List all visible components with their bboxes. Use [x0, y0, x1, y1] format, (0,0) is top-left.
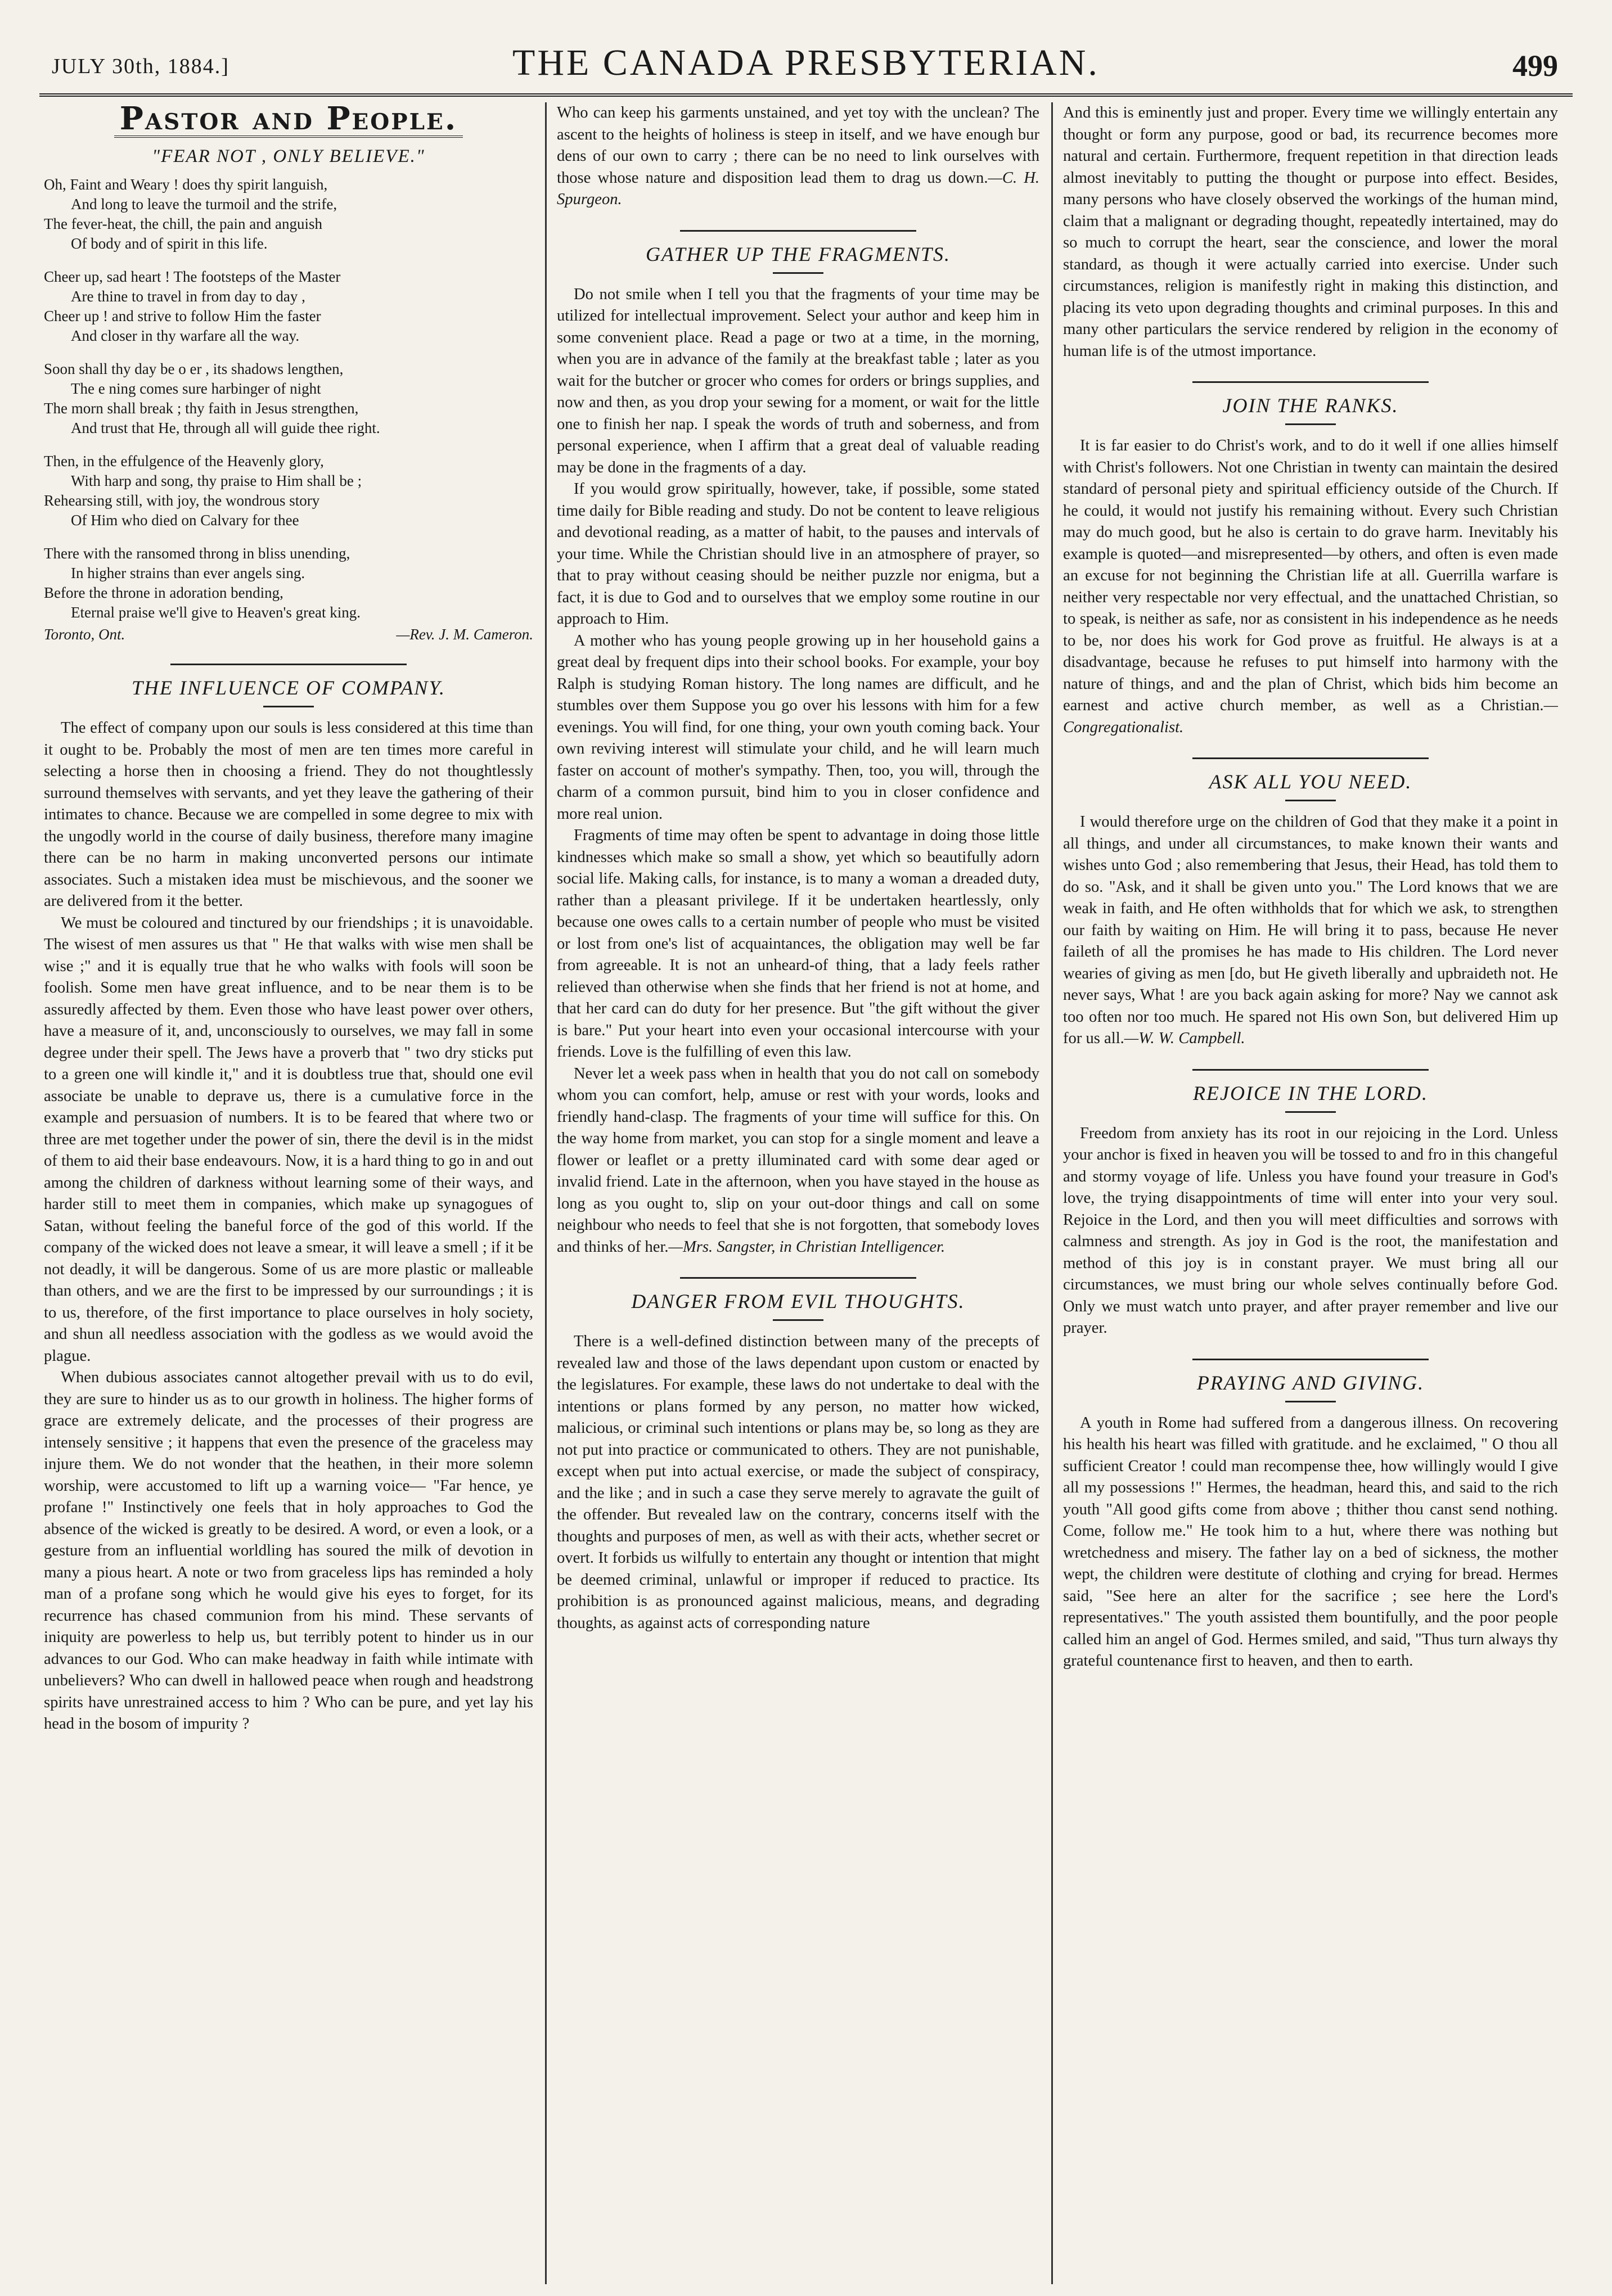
- poem-line: And long to leave the turmoil and the strife,: [71, 196, 337, 213]
- article-paragraph: A mother who has young people growing up in her household gains a great deal by frequent dips into their school books. For example, your boy Ralph is studying Roman history. The long names are difficult, and he stumbles over them Suppose you go over his lessons with him for a few evenings. You will find, for one thing, your own youth coming back. Your own reviving interest will stimulate your child, and he will learn much faster on account of mother's sympathy. Then, too, you will, through the charm of a common pursuit, bind him to you in closer confidence and more real union.: [557, 631, 1039, 823]
- poem-line: With harp and song, thy praise to Him shall be ;: [71, 472, 362, 489]
- article-paragraph: There is a well-defined distinction between many of the precepts of revealed law and those of the laws dependant upon custom or enacted by the legislatures. For example, these laws do not undertake to deal with the intentions or plans formed by any person, no matter how wicked, malicious, or criminal such intentions or plans may be, so long as they are not put into practice or communicated to others. They are not punishable, except when put into actual exercise, or made the subject of conspiracy, and the like ; and in such a case they serve merely to agravate the guilt of the offender. But revealed law on the contrary, concerns itself with the thoughts and purposes of men, as well as with their acts, whether secret or overt. It forbids us wilfully to entertain any thought or intention that might be deemed criminal, unlawful or improper if reduced to practice. Its prohibition is as pronounced against malicious, means, and degrading thoughts, as against acts of corresponding nature: [557, 1333, 1039, 1632]
- byline-place: Toronto, Ont.: [44, 626, 125, 643]
- poem-line: Cheer up, sad heart ! The footsteps of the Master: [44, 268, 341, 285]
- poem-line: Soon shall thy day be o er , its shadows lengthen,: [44, 360, 344, 377]
- article-title: JOIN THE RANKS.: [1063, 381, 1558, 425]
- article-citation: —C. H. Spurgeon.: [557, 169, 1039, 208]
- poem-line: Before the throne in adoration bending,: [44, 584, 283, 601]
- article-continuation: [557, 102, 1039, 211]
- article-paragraph: Do not smile when I tell you that the fragments of your time may be utilized for intellectual improvement. Select your author and keep him in some convenient place. Read a page or two at a time, in the morning, when you are in advance of the family at the breakfast table ; later as you wait for the butcher or grocer who comes for orders or brings supplies, and now and then, as you drop your sewing for a moment, or wait for the little one to finish her nap. I speak the words of truth and soberness, and from personal experience, when I affirm that a great deal of valuable reading may be done in the fragments of a day.: [557, 285, 1039, 476]
- article-citation: —Congregationalist.: [1063, 697, 1558, 736]
- article-title: THE INFLUENCE OF COMPANY.: [44, 664, 533, 707]
- poem-line: The e ning comes sure harbinger of night: [71, 380, 321, 397]
- article-paragraph: We must be coloured and tinctured by our friendships ; it is unavoidable. The wisest of men assures us that " He that walks with wise men shall be wise ;" and it is equally true that he who walks with fools will soon be foolish. Some men have great influence, and to be near them is to be assuredly affected by them. Even those who have least power over others, have a measure of it, and, unconsciously to ourselves, we may fall in some degree under their spell. The Jews have a proverb that " two dry sticks put to a green one will kindle it," and it is doubtless true that, should one evil associate be unable to deprave us, there is a cumulative force in the example and persuasion of numbers. It is to be feared that where two or three are met together under the power of sin, there the devil is in the midst of them to aid their base endeavours. Now, it is a hard thing to go in and out among the children of darkness without learning some of their ways, and harder still to meet them in companies, which make up synagogues of Satan, without feeling the baneful force of the god of this world. If the company of the wicked does not leave a smear, it will leave a smell ; if it be not deadly, it will be dangerous. Some of us are more plastic or malleable than others, and we are the first to be impressed by our surroundings ; it is to us, therefore, of the first importance to place ourselves in holy society, and shun all needless association with the godless as we would avoid the plague.: [44, 914, 533, 1365]
- article-continuation: And this is eminently just and proper. Every time we willingly entertain any thought or form any purpose, good or bad, its recurrence becomes more natural and certain. Furthermore, frequent repetition in that direction leads almost inevitably to putting the thought or purpose into effect. Besides, many persons who have closely observed the workings of the human mind, claim that a malignant or degrading thought, repeatedly intertained, may do so much to corrupt the heart, sear the conscience, and lower the moral standard, as though it were actually carried into exercise. Under such circumstances, religion is manifestly right in making this distinction, and placing its veto upon degrading thoughts and criminal purposes. In this and many other particulars the service rendered by religion in the economy of human life is of the utmost importance.: [1063, 104, 1558, 360]
- poem-line: Then, in the effulgence of the Heavenly glory,: [44, 453, 324, 470]
- poem-line: In higher strains than ever angels sing.: [71, 565, 305, 581]
- paragraph-text: I would therefore urge on the children of God that they make it a point in all things, and under all circumstances, to make known their wants and wishes unto God ; also remembering that Jesus, their Head, has told them to do so. "Ask, and it shall be given unto you." The Lord knows that we are weak in faith, and He often withholds that for which we ask, to strengthen our faith by waiting on Him. He will bring it to pass, because He never faileth of all the promises he has made to His children. The Lord never wearies of giving as men [do, but He giveth liberally and upbraideth not. He never says, What ! are you back again asking for more? Nay we cannot ask too often nor too much. He spared not His own Son, but delivered Him up for us all.: [1063, 813, 1558, 1047]
- poem-line: Rehearsing still, with joy, the wondrous story: [44, 492, 320, 509]
- article-title: GATHER UP THE FRAGMENTS.: [557, 230, 1039, 274]
- poem-stanza: [44, 359, 533, 438]
- article-title: ASK ALL YOU NEED.: [1063, 757, 1558, 801]
- newspaper-title: THE CANADA PRESBYTERIAN.: [512, 42, 1100, 83]
- article-title: REJOICE IN THE LORD.: [1063, 1069, 1558, 1113]
- article-paragraph: [1063, 811, 1558, 1050]
- poem: [44, 175, 533, 644]
- article-paragraph: [557, 1063, 1039, 1258]
- article-title: DANGER FROM EVIL THOUGHTS.: [557, 1277, 1039, 1321]
- article-citation: —Mrs. Sangster, in Christian Intelligencer.: [668, 1238, 945, 1256]
- paragraph-text: It is far easier to do Christ's work, and to do it well if one allies himself with Christ's followers. Not one Christian in twenty can maintain the desired standard of personal piety and spiritual efficiency outside of the Church. If he could, it would not justify his remaining without. Every such Christian may do much good, but he also is certain to do grave harm. Inevitably his example is quoted—and misrepresented—by others, and often is even made an excuse for not beginning the Christian life at all. Guerrilla warfare is neither very respectable nor very effectual, and the unattached Christian, so to speak, is neither as safe, nor as consistent in his independence as he needs to be, nor does his work for God prove as fruitful. He always is at a disadvantage, because he refuses to put himself into harmony with the nature of things, and and the plan of Christ, which bids him become an earnest and active church member, as well as a Christian.: [1063, 437, 1558, 714]
- poem-line: Eternal praise we'll give to Heaven's great king.: [71, 604, 361, 621]
- article-paragraph: Fragments of time may often be spent to advantage in doing those little kindnesses which make so small a show, yet which so beautifully adorn social life. Making calls, for instance, is to many a woman a dreaded duty, rather than a pleasant privilege. If it be undertaken heartlessly, only because one owes calls to a certain number of people who must be visited or lost from one's list of acquaintances, the obligation may well be far from agreeable. It is not an unheard-of thing, that a lady feels rather relieved than otherwise when she finds that her friend is not at home, and that her card can do duty for her presence. But "the gift without the giver is bare." Put your heart into even your occasional intercourse with your friends. Love is the fulfilling of even this law.: [557, 827, 1039, 1061]
- column-2: [557, 102, 1039, 2284]
- poem-stanza: [44, 452, 533, 530]
- column-rule: [1051, 102, 1053, 2284]
- column-1: [44, 102, 533, 2284]
- issue-date: JULY 30th, 1884.]: [52, 55, 229, 78]
- article-paragraph: [1063, 435, 1558, 738]
- article-title: PRAYING AND GIVING.: [1063, 1359, 1558, 1402]
- continuation-text: Who can keep his garments unstained, and yet toy with the unclean? The ascent to the heights of holiness is steep in itself, and we have enough bur dens of our own to carry ; there can be no need to link ourselves with those whose nature and disposition lead them to drag us down.: [557, 104, 1039, 187]
- poem-line: Of body and of spirit in this life.: [71, 235, 268, 252]
- article-paragraph: When dubious associates cannot altogether prevail with us to do evil, they are sure to hinder us as to our growth in holiness. The higher forms of grace are extremely delicate, and the processes of their progress are intensely sensitive ; it happens that even the presence of the graceless may injure them. We do not wonder that the heathen, in their more solemn worship, were accustomed to lift up a warning voice— "Far hence, ye profane !" Instinctively one feels that in holy approaches to God the absence of the wicked is greatly to be desired. A word, or even a look, or a gesture from an influential worldling has soured the milk of devotion in many a pious heart. A note or two from graceless lips has reminded a holy man of a profane song which he would give his eyes to forget, for its recurrence has chased communion from his mind. These servants of iniquity are powerless to help us, but terribly potent to hinder us in our advances to our God. Who can make headway in faith while intimate with unbelievers? Who can dwell in hallowed peace when rough and headstrong spirits have unrestrained access to him ? Who can be pure, and yet lay his head in the bosom of impurity ?: [44, 1369, 533, 1733]
- poem-line: The fever-heat, the chill, the pain and anguish: [44, 215, 323, 232]
- column-rule: [545, 102, 547, 2284]
- page-header: [39, 39, 1573, 97]
- poem-line: Are thine to travel in from day to day ,: [71, 288, 305, 305]
- poem-line: There with the ransomed throng in bliss unending,: [44, 545, 350, 562]
- article-paragraph: The effect of company upon our souls is less considered at this time than it ought to be. Probably the most of men are ten times more careful in selecting a horse then in choosing a friend. They do not thoughtlessly surround themselves with servants, and yet they leave the gathering of their intimates to chance. Because we are compelled in some degree to mix with the ungodly world in the course of daily business, therefore many imagine there can be no harm in making unconverted persons our intimate associates. Such a mistaken idea must be mischievous, and the sooner we are delivered from it the better.: [44, 719, 533, 910]
- poem-title: "FEAR NOT , ONLY BELIEVE.": [152, 146, 425, 166]
- section-masthead: Pastor and People.: [44, 108, 533, 138]
- byline-author: —Rev. J. M. Cameron.: [396, 626, 533, 643]
- article-paragraph: A youth in Rome had suffered from a dangerous illness. On recovering his health his heart was filled with gratitude. and he exclaimed, " O thou all sufficient Creator ! could man recompense thee, how willingly would I give all my possessions !" Hermes, the headman, heard this, and said to the rich youth "All good gifts come from above ; thither thou canst send nothing. Come, follow me." He took him to a hut, where there was nothing but wretchedness and misery. The father lay on a bed of sickness, the mother wept, the children were destitute of clothing and crying for bread. Hermes said, "See here an alter for the sacrifice ; see here the Lord's representatives." The youth assisted them bountifully, and the poor people called him an angel of God. Hermes smiled, and said, "Thus turn always thy grateful countenance first to heaven, and then to earth.: [1063, 1414, 1558, 1670]
- page-number: 499: [1512, 49, 1558, 83]
- article-paragraph: Freedom from anxiety has its root in our rejoicing in the Lord. Unless your anchor is fixed in heaven you will be tossed to and fro in this changeful and stormy voyage of life. Unless you have found your treasure in God's love, the trying disappointments of time will enter into your very soul. Rejoice in the Lord, and then you will meet difficulties and sorrows with calmness and strength. As joy in God is the root, the manifestation and method of this joy is in constant prayer. We must bring all our circumstances, we must bring our whole selves continually before God. Only we must watch unto prayer, and after prayer remember and live our prayer.: [1063, 1124, 1558, 1337]
- poem-stanza: [44, 267, 533, 346]
- article-paragraph: If you would grow spiritually, however, take, if possible, some stated time daily for Bible reading and study. Do not be content to leave religious and devotional reading, as a matter of habit, to the pauses and intervals of your time. While the Christian should live in an atmosphere of prayer, so that to pray without ceasing should be neither puzzle nor enigma, but a fact, it is due to God and to ourselves that we employ some routine in our approach to Him.: [557, 480, 1039, 628]
- poem-stanza: [44, 544, 533, 623]
- poem-line: And closer in thy warfare all the way.: [71, 327, 300, 344]
- poem-line: Oh, Faint and Weary ! does thy spirit languish,: [44, 176, 328, 193]
- poem-line: Cheer up ! and strive to follow Him the faster: [44, 308, 321, 324]
- poem-line: Of Him who died on Calvary for thee: [71, 512, 299, 529]
- poem-stanza: [44, 175, 533, 254]
- article-citation: —W. W. Campbell.: [1124, 1030, 1245, 1047]
- paragraph-text: Never let a week pass when in health that you do not call on somebody whom you can comfort, help, amuse or rest with your words, looks and friendly hand-clasp. The fragments of your time will suffice for this. On the way home from market, you can stop for a single moment and leave a flower or leaflet or a pretty illuminated card with some dear aged or invalid friend. Late in the afternoon, when you have stayed in the house as long as you ought to, slip on your out-door things and call on some neighbour who needs to feel that she is not forgotten, that somebody loves and thinks of her.: [557, 1064, 1039, 1256]
- column-3: [1063, 102, 1558, 2284]
- poem-line: The morn shall break ; thy faith in Jesus strengthen,: [44, 400, 359, 417]
- poem-line: And trust that He, through all will guide thee right.: [71, 419, 380, 436]
- poem-byline: [44, 625, 533, 644]
